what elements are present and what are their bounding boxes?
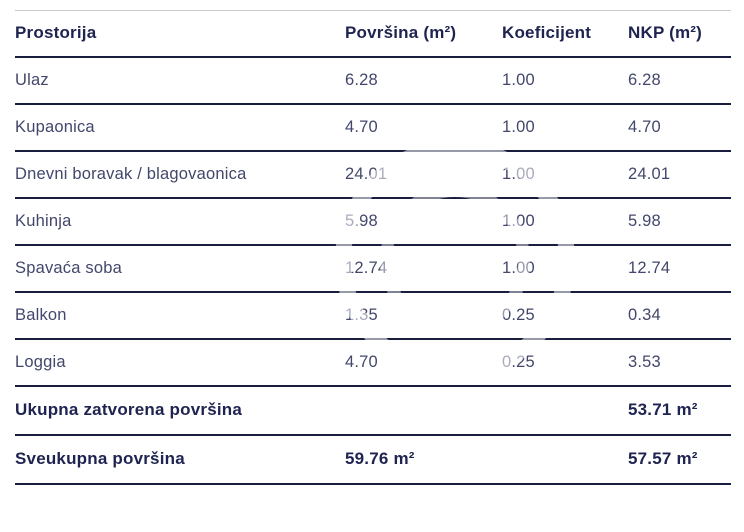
cell-povrsina: 1.35 <box>345 305 378 324</box>
column-header-povrsina: Površina (m²) <box>345 23 457 43</box>
table-row-kuhinja <box>15 198 731 245</box>
areas-table-container <box>15 10 731 485</box>
cell-povrsina: 59.76 m² <box>345 449 415 468</box>
cell-prostorija: Kupaonica <box>15 117 95 136</box>
cell-koeficijent: 1.00 <box>502 211 535 230</box>
cell-prostorija: Loggia <box>15 352 66 371</box>
table-row-ulaz <box>15 57 731 104</box>
cell-prostorija: Kuhinja <box>15 211 72 230</box>
cell-koeficijent: 1.00 <box>502 164 535 183</box>
table-row-total-overall-area <box>15 435 731 484</box>
cell-povrsina: 6.28 <box>345 70 378 89</box>
cell-povrsina: 12.74 <box>345 258 388 277</box>
cell-prostorija: Sveukupna površina <box>15 449 185 468</box>
table-row-dnevni-boravak <box>15 151 731 198</box>
cell-povrsina: 5.98 <box>345 211 378 230</box>
cell-prostorija: Dnevni boravak / blagovaonica <box>15 164 247 183</box>
cell-koeficijent <box>502 386 628 435</box>
cell-povrsina: 24.01 <box>345 164 388 183</box>
cell-povrsina: 4.70 <box>345 352 378 371</box>
table-row-spavaca-soba <box>15 245 731 292</box>
cell-prostorija: Spavaća soba <box>15 258 122 277</box>
cell-nkp: 24.01 <box>628 164 671 183</box>
cell-koeficijent: 1.00 <box>502 70 535 89</box>
column-header-prostorija: Prostorija <box>15 23 97 43</box>
cell-nkp: 57.57 m² <box>628 449 698 468</box>
cell-koeficijent: 1.00 <box>502 258 535 277</box>
table-row-balkon <box>15 292 731 339</box>
cell-koeficijent: 1.00 <box>502 117 535 136</box>
cell-koeficijent <box>502 435 628 484</box>
cell-nkp: 53.71 m² <box>628 400 698 419</box>
cell-nkp: 5.98 <box>628 211 661 230</box>
cell-koeficijent: 0.25 <box>502 352 535 371</box>
table-header-row <box>15 11 731 57</box>
cell-nkp: 3.53 <box>628 352 661 371</box>
column-header-koeficijent: Koeficijent <box>502 23 592 43</box>
cell-prostorija: Ulaz <box>15 70 49 89</box>
cell-prostorija: Ukupna zatvorena površina <box>15 400 243 419</box>
table-row-loggia <box>15 339 731 386</box>
cell-nkp: 12.74 <box>628 258 671 277</box>
cell-povrsina <box>345 386 502 435</box>
cell-nkp: 4.70 <box>628 117 661 136</box>
cell-nkp: 6.28 <box>628 70 661 89</box>
cell-prostorija: Balkon <box>15 305 67 324</box>
cell-povrsina: 4.70 <box>345 117 378 136</box>
areas-table <box>15 10 731 485</box>
column-header-nkp: NKP (m²) <box>628 23 703 43</box>
table-row-total-closed-area <box>15 386 731 435</box>
table-row-kupaonica <box>15 104 731 151</box>
cell-nkp: 0.34 <box>628 305 661 324</box>
cell-koeficijent: 0.25 <box>502 305 535 324</box>
